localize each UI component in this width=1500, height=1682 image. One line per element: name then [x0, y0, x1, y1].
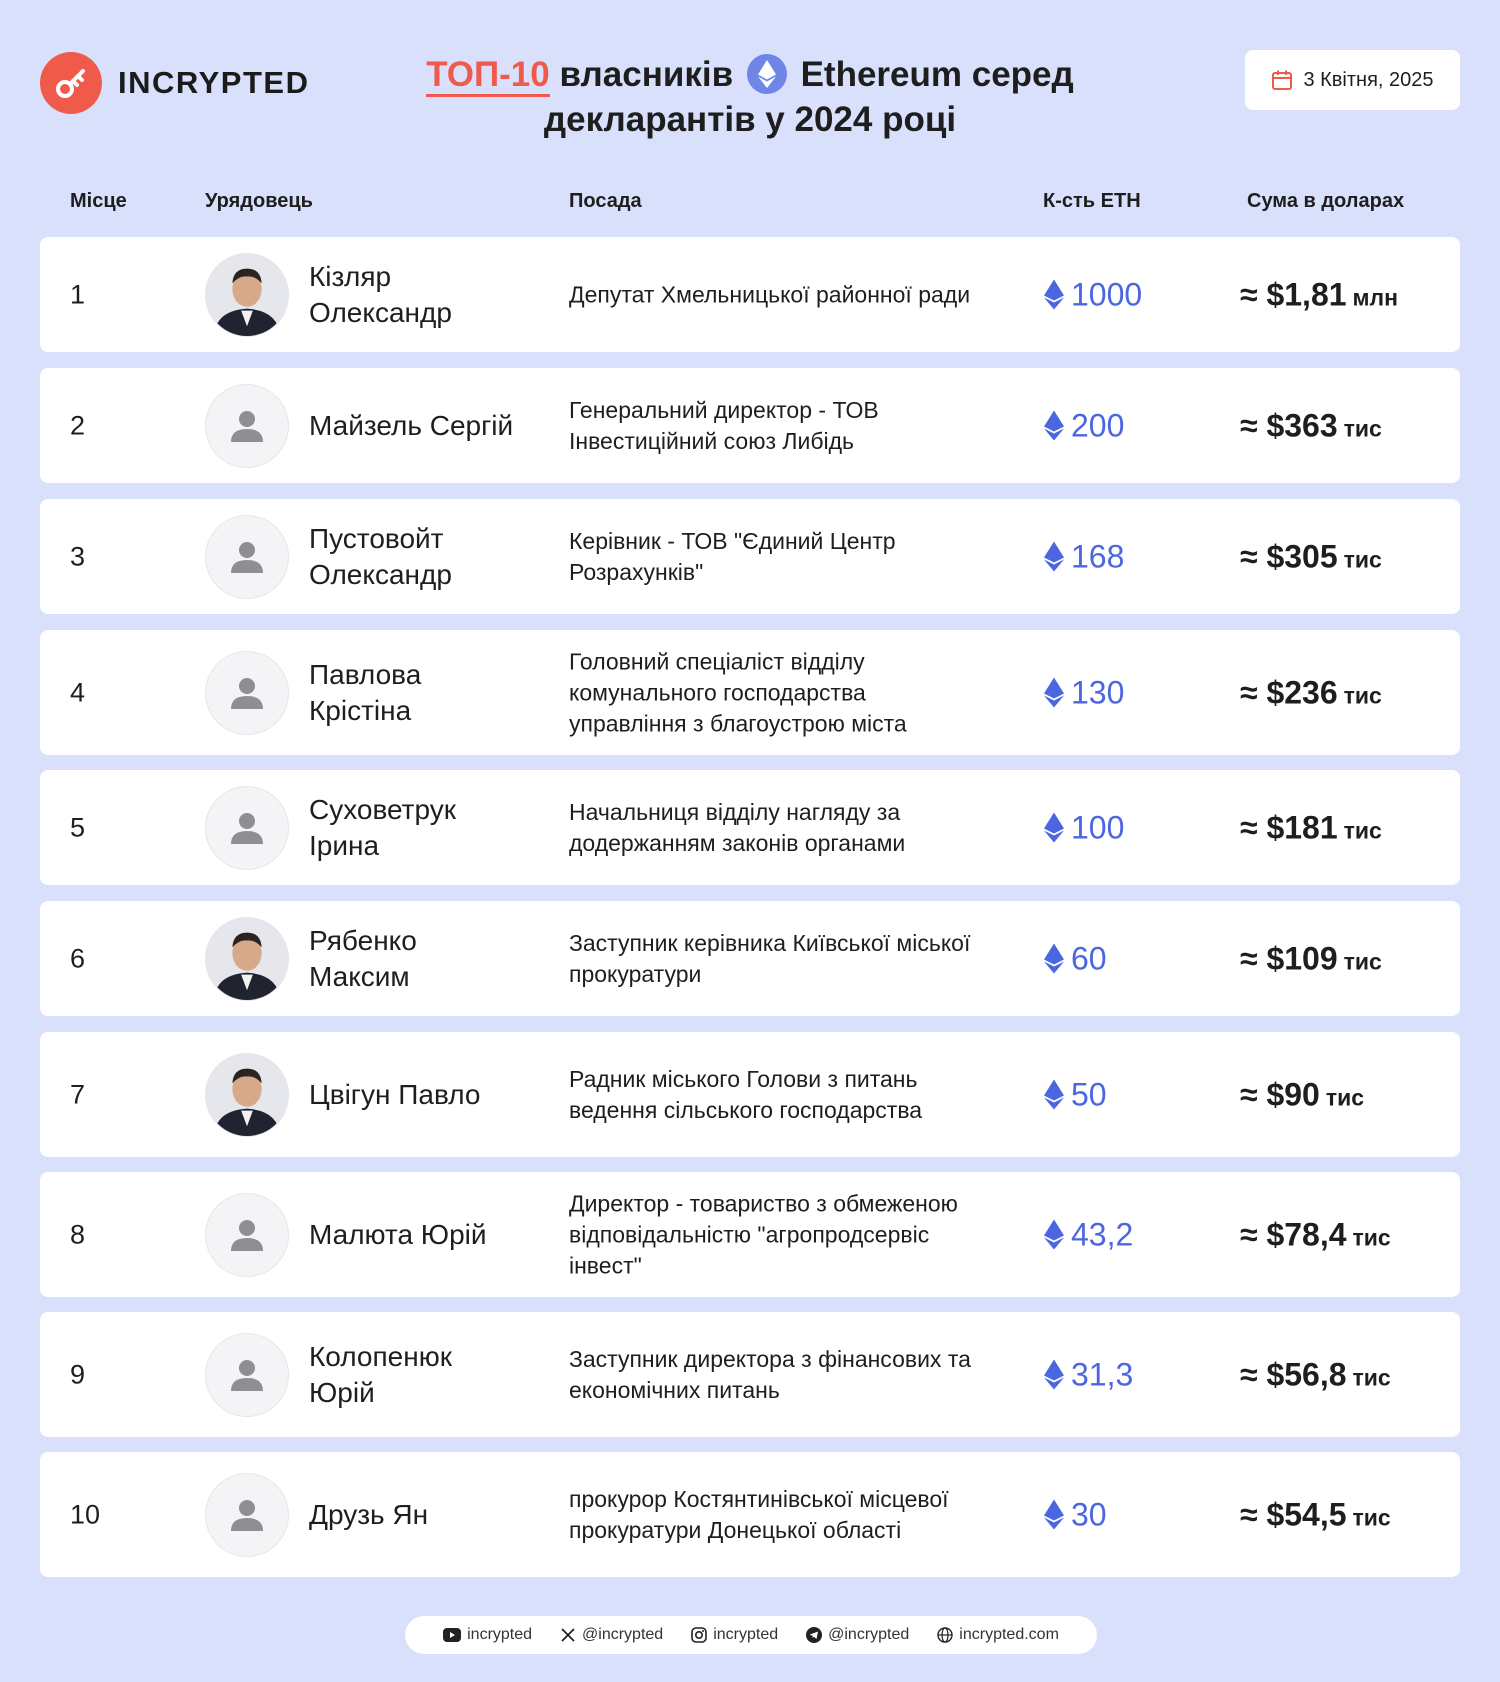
ethereum-icon [1043, 1499, 1065, 1531]
portrait-photo [206, 253, 288, 337]
ethereum-icon [1043, 541, 1065, 573]
avatar [205, 253, 289, 337]
row-name: Малюта Юрій [309, 1218, 487, 1250]
row-usd-value: ≈ $1,81 [1240, 276, 1347, 312]
row-position: Генеральний директор - ТОВ Інвестиційний союз Либідь [569, 396, 879, 454]
row-usd [1240, 940, 1382, 977]
row-name: Цвігун Павло [309, 1078, 481, 1110]
row-usd [1240, 809, 1382, 846]
row-usd [1240, 276, 1398, 313]
avatar [205, 384, 289, 468]
row-position: прокурор Костянтинівської місцевої прокуратури Донецької області [569, 1485, 949, 1543]
table-row [40, 630, 1460, 755]
row-eth [1043, 407, 1124, 444]
title-accent: ТОП-10 [426, 55, 549, 97]
row-eth [1043, 940, 1107, 977]
footer-web[interactable] [937, 1626, 1059, 1644]
user-placeholder-icon [225, 806, 269, 850]
row-name: Колопенюк Юрій [309, 1340, 452, 1408]
row-name: Кізляр Олександр [309, 260, 452, 328]
row-usd-unit: тис [1352, 1504, 1391, 1530]
calendar-icon [1271, 69, 1293, 91]
footer-x[interactable] [560, 1626, 663, 1644]
row-name: Рябенко Максим [309, 924, 417, 992]
title-line1: власників [559, 55, 734, 94]
row-position: Керівник - ТОВ "Єдиний Центр Розрахунків" [569, 527, 896, 585]
x-icon [560, 1627, 576, 1643]
row-usd [1240, 1216, 1391, 1253]
row-name: Павлова Крістіна [309, 658, 422, 726]
header-eth: К-сть ETH [1043, 190, 1141, 212]
user-placeholder-icon [225, 535, 269, 579]
row-eth [1043, 276, 1142, 313]
row-usd [1240, 1356, 1391, 1393]
row-position: Заступник директора з фінансових та економічних питань [569, 1345, 971, 1403]
row-eth-value: 43,2 [1071, 1216, 1134, 1252]
brand-name: INCRYPTED [118, 65, 310, 100]
user-placeholder-icon [225, 1213, 269, 1257]
row-eth [1043, 674, 1124, 711]
table-row [40, 368, 1460, 483]
row-usd-unit: тис [1352, 1364, 1391, 1390]
header-position: Посада [569, 190, 642, 212]
row-place: 3 [70, 541, 86, 571]
ethereum-icon [1043, 1359, 1065, 1391]
user-placeholder-icon [225, 671, 269, 715]
user-placeholder-icon [225, 1493, 269, 1537]
row-usd-value: ≈ $109 [1240, 940, 1338, 976]
portrait-photo [206, 917, 288, 1001]
avatar [205, 786, 289, 870]
avatar [205, 651, 289, 735]
row-usd [1240, 1496, 1391, 1533]
date-text: 3 Квітня, 2025 [1303, 68, 1434, 91]
social-footer [405, 1616, 1097, 1654]
row-name: Майзель Сергій [309, 409, 514, 441]
row-position: Радник міського Голови з питань ведення сільського господарства [569, 1065, 923, 1123]
footer-telegram-label: @incrypted [828, 1626, 910, 1643]
row-eth [1043, 1216, 1133, 1253]
row-eth [1043, 809, 1124, 846]
footer-instagram-label: incrypted [713, 1626, 779, 1643]
row-usd-value: ≈ $363 [1240, 407, 1338, 443]
row-place: 9 [70, 1359, 86, 1389]
page-title [380, 52, 1120, 142]
row-name: Друзь Ян [309, 1498, 429, 1530]
ethereum-icon [1043, 812, 1065, 844]
row-place: 2 [70, 410, 86, 440]
footer-telegram[interactable] [806, 1626, 909, 1644]
row-usd [1240, 407, 1382, 444]
row-position: Заступник керівника Київської міської прокуратури [569, 929, 971, 987]
table-header [40, 190, 1460, 216]
date-badge [1245, 50, 1460, 110]
avatar [205, 917, 289, 1001]
row-position: Депутат Хмельницької районної ради [569, 281, 971, 307]
row-place: 6 [70, 943, 86, 973]
row-usd-unit: млн [1352, 284, 1399, 310]
footer-web-label: incrypted.com [959, 1626, 1059, 1643]
footer-instagram[interactable] [691, 1626, 778, 1644]
ethereum-icon [747, 54, 787, 94]
row-eth-value: 31,3 [1071, 1356, 1134, 1392]
footer-x-label: @incrypted [582, 1626, 664, 1643]
row-usd-unit: тис [1343, 415, 1382, 441]
table-row [40, 499, 1460, 614]
ethereum-icon [1043, 279, 1065, 311]
row-eth [1043, 1076, 1107, 1113]
row-usd-unit: тис [1352, 1224, 1391, 1250]
row-usd [1240, 1076, 1364, 1113]
row-usd-unit: тис [1343, 682, 1382, 708]
avatar [205, 1333, 289, 1417]
table-row [40, 1452, 1460, 1577]
table-row [40, 1032, 1460, 1157]
key-icon [40, 52, 102, 114]
row-eth-value: 60 [1071, 940, 1107, 976]
table-row [40, 901, 1460, 1016]
row-usd [1240, 538, 1382, 575]
youtube-icon [443, 1628, 461, 1642]
avatar [205, 1193, 289, 1277]
ethereum-icon [1043, 1219, 1065, 1251]
table-row [40, 1312, 1460, 1437]
row-eth-value: 130 [1071, 674, 1125, 710]
row-name: Суховетрук Ірина [309, 793, 457, 861]
ethereum-icon [1043, 1079, 1065, 1111]
row-eth [1043, 538, 1124, 575]
user-placeholder-icon [225, 1353, 269, 1397]
row-place: 7 [70, 1079, 86, 1109]
row-place: 5 [70, 812, 86, 842]
row-name: Пустовойт Олександр [309, 522, 452, 590]
row-usd-value: ≈ $236 [1240, 674, 1338, 710]
footer-youtube-label: incrypted [467, 1626, 533, 1643]
row-position: Головний спеціаліст відділу комунального господарства управління з благоустрою міста [569, 648, 907, 736]
row-place: 4 [70, 677, 86, 707]
row-position: Директор - товариство з обмеженою відповідальністю "агропродсервіс інвест" [569, 1190, 958, 1278]
row-eth-value: 168 [1071, 538, 1125, 574]
row-eth [1043, 1496, 1107, 1533]
row-place: 8 [70, 1219, 86, 1249]
row-eth-value: 30 [1071, 1496, 1107, 1532]
title-line2: декларантів у 2024 році [543, 100, 957, 139]
title-coin: Ethereum серед [800, 55, 1074, 94]
row-usd-unit: тис [1343, 546, 1382, 572]
avatar [205, 1053, 289, 1137]
row-usd-value: ≈ $54,5 [1240, 1496, 1347, 1532]
table-row [40, 1172, 1460, 1297]
brand-logo [40, 52, 309, 114]
row-position: Начальниця відділу нагляду за додержанням законів органами [569, 798, 906, 856]
row-eth-value: 1000 [1071, 276, 1143, 312]
portrait-photo [206, 1053, 288, 1137]
ethereum-icon [1043, 943, 1065, 975]
header-official: Урядовець [205, 190, 313, 212]
row-place: 10 [70, 1499, 101, 1529]
user-placeholder-icon [225, 404, 269, 448]
row-eth-value: 100 [1071, 809, 1125, 845]
avatar [205, 515, 289, 599]
globe-icon [937, 1627, 953, 1643]
row-usd-value: ≈ $78,4 [1240, 1216, 1347, 1252]
row-usd-unit: тис [1343, 817, 1382, 843]
row-usd-value: ≈ $56,8 [1240, 1356, 1347, 1392]
ethereum-icon [1043, 410, 1065, 442]
table-row [40, 237, 1460, 352]
row-eth-value: 50 [1071, 1076, 1107, 1112]
row-usd-unit: тис [1325, 1084, 1365, 1110]
row-eth [1043, 1356, 1133, 1393]
row-usd-value: ≈ $181 [1240, 809, 1338, 845]
footer-youtube[interactable] [443, 1626, 532, 1644]
row-eth-value: 200 [1071, 407, 1125, 443]
row-usd-value: ≈ $90 [1240, 1076, 1320, 1112]
table-row [40, 770, 1460, 885]
instagram-icon [691, 1627, 707, 1643]
header-place: Місце [70, 190, 127, 212]
row-place: 1 [70, 279, 86, 309]
row-usd-unit: тис [1343, 948, 1382, 974]
row-usd-value: ≈ $305 [1240, 538, 1338, 574]
header-usd: Сума в доларах [1247, 190, 1405, 212]
telegram-icon [806, 1627, 822, 1643]
ethereum-icon [1043, 677, 1065, 709]
avatar [205, 1473, 289, 1557]
row-usd [1240, 674, 1382, 711]
